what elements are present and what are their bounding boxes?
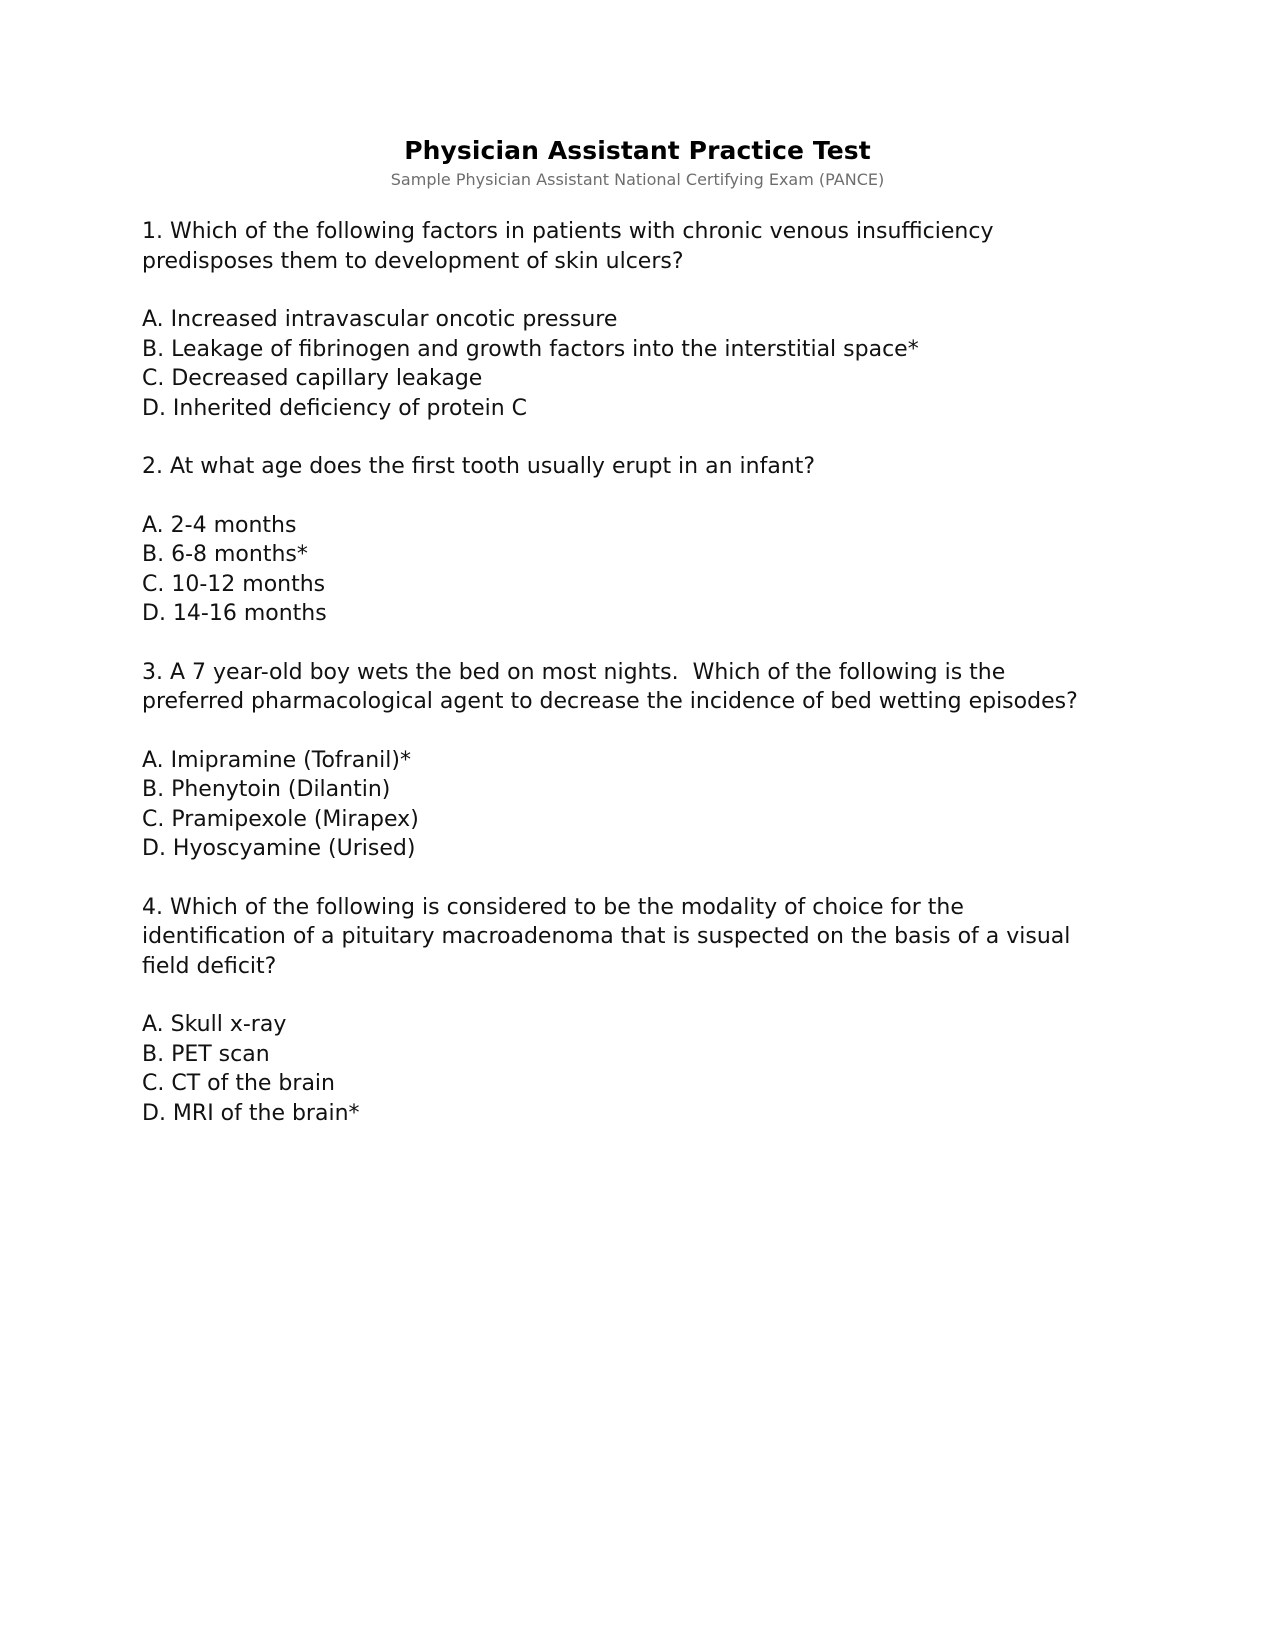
answer-option[interactable]: D. MRI of the brain*	[142, 1100, 360, 1126]
answer-option[interactable]: B. 6-8 months*	[142, 542, 308, 567]
page-subtitle: Sample Physician Assistant National Certifying Exam (PANCE)	[390, 170, 885, 189]
answer-option[interactable]: C. Decreased capillary leakage	[142, 366, 483, 391]
question-stem: 1. Which of the following factors in patients with chronic venous insufficiency predisposes them to development of skin ulcers?	[142, 219, 1001, 274]
answer-option[interactable]: D. Hyoscyamine (Urised)	[142, 836, 416, 861]
question-block-3	[142, 658, 1082, 864]
answer-option[interactable]: A. Imipramine (Tofranil)*	[142, 747, 411, 773]
answer-option[interactable]: C. CT of the brain	[142, 1071, 335, 1096]
answer-option[interactable]: A. Increased intravascular oncotic pressure	[142, 307, 618, 332]
question-stem: 3. A 7 year-old boy wets the bed on most nights. Which of the following is the preferred pharmacological agent to decrease the incidence of bed wetting episodes?	[142, 659, 1078, 714]
document-header	[0, 0, 1275, 191]
question-block-4	[142, 893, 1082, 1129]
answer-option[interactable]: D. 14-16 months	[142, 601, 327, 626]
page-title: Physician Assistant Practice Test	[404, 136, 871, 165]
answer-option[interactable]: A. Skull x-ray	[142, 1012, 287, 1037]
answer-option[interactable]: B. Leakage of fibrinogen and growth factors into the interstitial space*	[142, 336, 919, 362]
answer-option[interactable]: C. Pramipexole (Mirapex)	[142, 806, 419, 832]
answer-option[interactable]: B. PET scan	[142, 1041, 270, 1067]
answer-option[interactable]: A. 2-4 months	[142, 512, 297, 538]
question-list	[142, 217, 1082, 1157]
answer-options	[142, 746, 1082, 864]
answer-option[interactable]: B. Phenytoin (Dilantin)	[142, 777, 391, 802]
answer-option[interactable]: D. Inherited deficiency of protein C	[142, 395, 528, 421]
answer-options	[142, 305, 1082, 423]
question-block-1	[142, 217, 1082, 423]
question-block-2	[142, 452, 1082, 629]
answer-options	[142, 1010, 1082, 1128]
question-stem: 2. At what age does the first tooth usually erupt in an infant?	[142, 454, 816, 479]
question-stem: 4. Which of the following is considered to be the modality of choice for the identification of a pituitary macroadenoma that is suspected on the basis of a visual field deficit?	[142, 894, 1078, 979]
answer-options	[142, 511, 1082, 629]
answer-option[interactable]: C. 10-12 months	[142, 571, 326, 597]
